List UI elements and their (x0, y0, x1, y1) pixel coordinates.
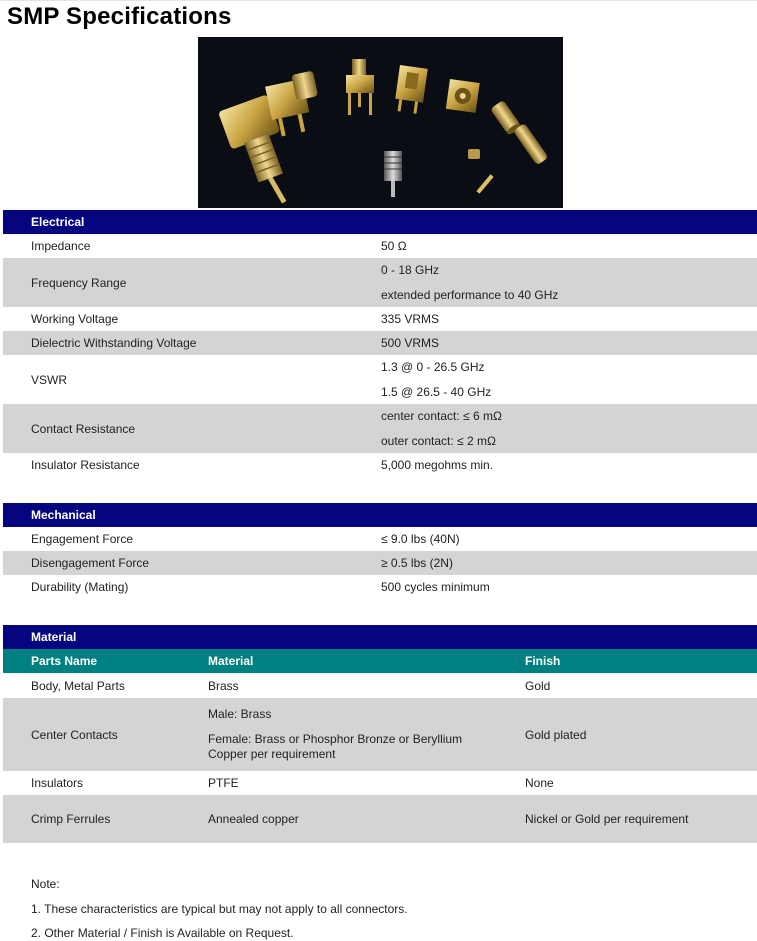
spec-row-frequency-range (3, 258, 757, 307)
spec-value: 1.5 @ 26.5 - 40 GHz (381, 384, 492, 399)
top-divider (0, 0, 757, 1)
part-finish: None (525, 776, 554, 790)
spec-value: ≤ 9.0 lbs (40N) (381, 532, 460, 546)
part-material: Female: Brass or Phosphor Bronze or Beryllium Copper per requirement (208, 732, 463, 761)
spec-value: 500 VRMS (381, 336, 440, 350)
spec-label: Durability (Mating) (31, 580, 129, 594)
spec-value: 50 Ω (381, 239, 407, 253)
spec-row-insulator-resistance (3, 453, 757, 477)
mechanical-heading: Mechanical (3, 503, 757, 527)
spec-value: extended performance to 40 GHz (381, 287, 559, 302)
spec-label: Working Voltage (31, 312, 119, 326)
material-section (3, 625, 757, 843)
notes (31, 872, 731, 941)
part-name: Body, Metal Parts (31, 678, 125, 693)
spec-label: Engagement Force (31, 532, 134, 546)
spec-row-engagement-force (3, 527, 757, 551)
material-table-header (3, 649, 757, 673)
part-material: Brass (208, 678, 239, 693)
spec-label: Insulator Resistance (31, 458, 140, 472)
page-title: SMP Specifications (7, 3, 232, 30)
table-row (3, 698, 757, 771)
part-finish: Gold (525, 678, 551, 693)
electrical-heading: Electrical (3, 210, 757, 234)
note-item: 1. These characteristics are typical but may not apply to all connectors. (31, 901, 408, 916)
spec-value: 1.3 @ 0 - 26.5 GHz (381, 360, 485, 375)
table-row (3, 673, 757, 698)
spec-label: Contact Resistance (31, 421, 136, 436)
note-item: 2. Other Material / Finish is Available on Request. (31, 926, 294, 940)
spec-row-durability (3, 575, 757, 599)
product-photo (198, 37, 563, 208)
part-finish: Gold plated (525, 727, 587, 742)
column-header-finish: Finish (525, 654, 561, 668)
column-header-parts-name: Parts Name (31, 654, 98, 668)
spec-value: 335 VRMS (381, 312, 440, 326)
spec-value: ≥ 0.5 lbs (2N) (381, 556, 453, 570)
spec-row-contact-resistance (3, 404, 757, 453)
part-finish: Nickel or Gold per requirement (525, 812, 689, 826)
part-material: PTFE (208, 776, 239, 790)
part-name: Center Contacts (31, 727, 118, 742)
spec-label: Impedance (31, 239, 91, 253)
table-row (3, 795, 757, 843)
part-material: Annealed copper (208, 812, 299, 826)
part-name: Crimp Ferrules (31, 812, 111, 826)
notes-heading: Note: (31, 877, 60, 891)
spec-value: 500 cycles minimum (381, 580, 490, 594)
column-header-material: Material (208, 654, 254, 668)
material-heading: Material (3, 625, 757, 649)
spec-row-vswr (3, 355, 757, 404)
spec-value: 0 - 18 GHz (381, 263, 440, 278)
spec-row-impedance (3, 234, 757, 258)
spec-row-working-voltage (3, 307, 757, 331)
part-material: Male: Brass (208, 707, 272, 721)
spec-label: Frequency Range (31, 275, 127, 290)
spec-value: center contact: ≤ 6 mΩ (381, 409, 502, 424)
spec-row-dielectric-voltage (3, 331, 757, 355)
electrical-section (3, 210, 757, 477)
spec-label: VSWR (31, 372, 67, 387)
table-row (3, 771, 757, 795)
spec-value: 5,000 megohms min. (381, 458, 494, 472)
spec-row-disengagement-force (3, 551, 757, 575)
part-name: Insulators (31, 776, 84, 790)
spec-value: outer contact: ≤ 2 mΩ (381, 433, 496, 448)
spec-label: Disengagement Force (31, 556, 150, 570)
mechanical-section (3, 503, 757, 599)
spec-label: Dielectric Withstanding Voltage (31, 336, 197, 350)
